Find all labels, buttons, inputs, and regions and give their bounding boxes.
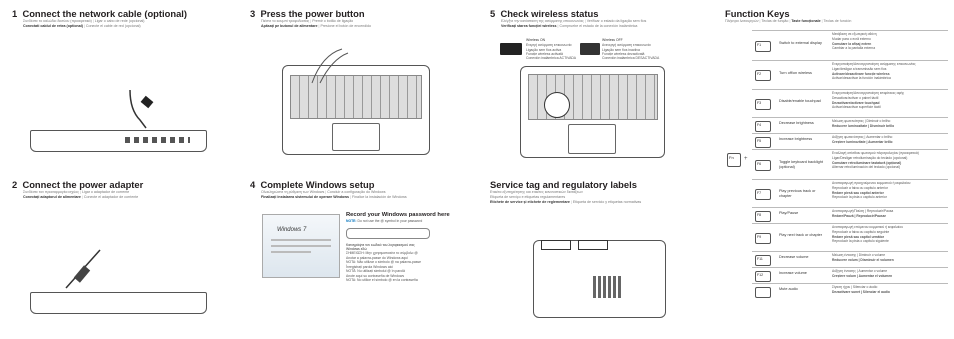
- function-key-row: [752, 283, 948, 300]
- password-block: [346, 212, 476, 282]
- password-ro-1: Înregistrați parola Windows aici: [346, 265, 393, 269]
- function-key-description: Decrease brightness: [779, 121, 814, 125]
- function-key-translations: Μείωση έντασης | Diminuir o volume Reducere volum | Disminuir el volumen: [832, 253, 894, 262]
- step-6-heading: Service tag and regulatory labels: [490, 179, 637, 190]
- wireless-on-pt: Ligação sem fios activa: [526, 48, 562, 52]
- function-key-cap: F9: [755, 233, 771, 244]
- function-key-translations: Μετάβαση σε εξωτερική οθόνη Mudar para o ecrã externo Comutare la afișaj extern Cambiar a la pantalla externa: [832, 32, 877, 51]
- password-gr-1: Καταγράψτε τον κωδικό του λογαριασμού σας: [346, 243, 415, 247]
- step-4: [250, 179, 407, 200]
- function-key-translations: Αύξηση έντασης | Aumentar o volume Creștere volum | Aumentar el volumen: [832, 269, 893, 278]
- function-keys-section: [725, 8, 851, 24]
- function-key-cap: F11: [755, 255, 771, 266]
- step-3-subtitle-1: Πιέστε το κουμπί τροφοδοσίας | Premir o botão de ligação: [261, 19, 354, 23]
- function-key-row: [752, 89, 948, 118]
- wireless-off-indicator: [580, 38, 660, 62]
- function-key-translations: Ενεργοποίηση/Απενεργοποίηση ασύρματης επικοινωνίας Ligar/desligar a transmissão sem fios Activare/dezactivare funcție wireless Activar/desactivar la función inalámbrica: [832, 62, 916, 81]
- power-plug-icon: [58, 248, 108, 298]
- laptop-side-illustration-1: [30, 130, 205, 152]
- step-5-heading: 5 Check wireless status: [490, 8, 599, 19]
- function-key-cap: F1: [755, 41, 771, 52]
- wireless-on-key: [500, 43, 522, 55]
- step-3: [250, 8, 371, 29]
- function-key-row: [752, 117, 948, 134]
- wireless-off-ro: Funcție wireless dezactivată: [602, 52, 645, 56]
- function-key-description: Turn off/on wireless: [779, 70, 812, 75]
- function-key-cap: F3: [755, 99, 771, 110]
- function-key-cap: F5: [755, 137, 771, 148]
- function-key-translations: Σίγαση ήχου | Silenciar o áudio Dezactivare sunet | Silenciar el audio: [832, 285, 890, 294]
- step-5-subtitle-2: Verificați starea funcției wireless | Compruebe el estado de la conexión inalámbrica: [501, 24, 638, 28]
- function-key-row: [752, 251, 948, 268]
- wireless-off-label: Wireless OFF: [602, 38, 623, 42]
- function-key-translations: Εναλλαγή οπίσθιου φωτισμού πληκτρολογίου (προαιρετικά) Ligar/Desligar retroiluminação do teclado (opcional) Comutare retroiluminare tastatură (opțional) Alternar retroiluminación del teclado (opcional): [832, 151, 919, 170]
- wireless-off-pt: Ligação sem fios inactiva: [602, 48, 640, 52]
- function-key-row: [752, 267, 948, 284]
- function-key-description: Switch to external display: [779, 41, 822, 45]
- function-key-cap: F2: [755, 70, 771, 81]
- function-key-row: [752, 223, 948, 252]
- function-key-cap: F6: [755, 160, 771, 171]
- function-key-cap: F7: [755, 189, 771, 200]
- password-pt-note: NOTA: Não utilizar o símbolo @ na palavra-passe: [346, 260, 421, 264]
- laptop-bottom-illustration: [533, 240, 666, 318]
- password-es-1: Anote aquí su contraseña de Windows: [346, 274, 405, 278]
- password-field[interactable]: [346, 228, 430, 239]
- function-key-description: Decrease volume: [779, 255, 809, 259]
- step-1-subtitle-2: Conectati cablul de retea (optional) | Conecte el cable de red (opcional): [23, 24, 141, 28]
- wireless-off-es: Conexión inalámbrica DESACTIVADA: [602, 56, 660, 60]
- function-key-description: Toggle keyboard backlight (optional): [779, 160, 823, 169]
- function-key-description: Play/Pause: [779, 211, 799, 215]
- step-4-subtitle-1: Ολοκληρώστε τη ρύθμιση των Windows | Concluir a configuração do Windows: [261, 190, 386, 194]
- function-key-translations: Αναπαραγωγή/Παύση | Reproduzir/Pausa Redare/Pauză | Reproducir/Pausar: [832, 209, 894, 218]
- step-2-subtitle-1: Συνδέστε τον προσαρμογέα ισχύος | Ligar o adaptador de corrente: [23, 190, 130, 194]
- wireless-on-es: Conexión inalámbrica ACTIVADA: [526, 56, 577, 60]
- windows-logo: Windows 7: [277, 227, 307, 233]
- step-3-subtitle-2: Apăsați pe butonul de alimentare | Presione el botón de encendido: [261, 24, 372, 28]
- power-adapter-illustration: [58, 248, 108, 303]
- step-6: [490, 179, 641, 205]
- laptop-keyboard-illustration: [520, 66, 665, 158]
- function-keys-subtitle: Πλήκτρα λειτουργιών | Teclas de função | Taste funcționale | Teclas de función: [725, 19, 852, 23]
- windows-setup-screen: [262, 214, 340, 278]
- wireless-key-zoom: [544, 92, 570, 118]
- function-key-translations: Ενεργοποίηση/Απενεργοποίηση επιφάνειας αφής Desactivar/activar o painel táctil Dezactivare/activare touchpad Activar/desactivar superficie táctil: [832, 91, 905, 110]
- password-ro-note: NOTĂ: Nu utilizați simbolul @ în parolă: [346, 269, 405, 273]
- step-2-heading: 2 Connect the power adapter: [12, 179, 144, 190]
- function-key-description: Increase volume: [779, 271, 807, 275]
- function-key-cap: F8: [755, 211, 771, 222]
- function-key-description: Increase brightness: [779, 137, 813, 141]
- function-key-translations: Μείωση φωτεινότητας | Diminuir o brilho Reducere luminozitate | Disminuir brillo: [832, 119, 895, 128]
- function-keys-table: [752, 30, 948, 330]
- step-1-subtitle-1: Συνδέστε το καλώδιο δικτύου (προαιρετικά) | Ligar o cabo de rede (opcional): [23, 19, 145, 23]
- function-key-row: [752, 149, 948, 180]
- wireless-on-gr: Ενεργή ασύρματη επικοινωνία: [526, 43, 572, 47]
- service-tag-label: [541, 240, 571, 250]
- function-key-description: Play next track or chapter: [779, 233, 823, 237]
- laptop-side-illustration-2: [30, 292, 205, 314]
- step-6-subtitle-3: Etichete de service și etichete de reglementare | Etiqueta de servicio y etiquetas normativas: [490, 200, 642, 204]
- step-3-heading: 3 Press the power button: [250, 8, 365, 19]
- function-key-description: Disable/enable touchpad: [779, 99, 821, 103]
- step-6-subtitle-1: Ετικέτα εξυπηρέτησης και ετικέτες κανονιστικών διατάξεων: [490, 190, 583, 194]
- function-key-cap: [755, 287, 771, 298]
- laptop-top-illustration: [282, 45, 430, 155]
- function-key-description: Play previous track or chapter: [779, 189, 816, 198]
- step-5-subtitle-1: Ελέγξτε την κατάσταση της ασύρματης επικοινωνίας | Verificar o estado da ligação sem fios: [501, 19, 647, 23]
- wireless-on-label: Wireless ON: [526, 38, 546, 42]
- function-key-cap: F12: [755, 271, 771, 282]
- function-key-row: [752, 207, 948, 224]
- step-1: [12, 8, 187, 29]
- function-key-row: [752, 133, 948, 150]
- password-es-note: NOTA: No utilice el símbolo @ en la contraseña: [346, 278, 418, 282]
- fn-key: Fn: [727, 153, 741, 167]
- network-cable-illustration: [128, 90, 162, 140]
- password-gr-note: ΣΗΜΕΙΩΣΗ: Μην χρησιμοποιείτε το σύμβολο @: [346, 251, 418, 255]
- step-6-subtitle-2: Etiqueta de serviço e etiquetas regulamentares: [490, 195, 566, 199]
- hand-icon: [302, 45, 352, 85]
- step-1-heading: 1 Connect the network cable (optional): [12, 8, 188, 19]
- wireless-on-ro: Funcție wireless activată: [526, 52, 563, 56]
- function-key-translations: Αύξηση φωτεινότητας | Aumentar o brilho Creștere luminozitate | Aumentar brillo: [832, 135, 893, 144]
- step-4-subtitle-2: Finalizați instalarea sistemului de operare Windows | Finalice la instalación de Windows: [261, 195, 407, 199]
- function-key-description: Mute audio: [779, 287, 798, 291]
- step-5: [490, 8, 646, 29]
- function-key-row: [752, 30, 948, 61]
- network-cable-icon: [128, 90, 162, 135]
- wireless-off-key: [580, 43, 600, 55]
- step-2-subtitle-2: Conectați adaptorul de alimentare | Conecte el adaptador de corriente: [23, 195, 139, 199]
- function-key-row: [752, 179, 948, 208]
- password-note: NOTE: Do not use the @ symbol in your password: [346, 219, 423, 223]
- plus-sign: +: [744, 156, 748, 162]
- password-pt-1: Anotar a palavra-passe do Windows aqui: [346, 256, 408, 260]
- step-2: [12, 179, 143, 200]
- function-key-row: [752, 60, 948, 90]
- password-title: Record your Windows password here: [346, 212, 450, 218]
- function-keys-heading: Function Keys: [725, 8, 790, 19]
- step-4-heading: 4 Complete Windows setup: [250, 179, 375, 190]
- function-key-translations: Αναπαραγωγή προηγούμενου κομματιού ή κεφαλαίου Reproduzir a faixa ou capítulo anterior Redare piesă sau capitol anterior Reproducir la pista o capítulo anterior: [832, 181, 911, 200]
- function-key-translations: Αναπαραγωγή επόμενου κομματιού ή κεφαλαίου Reproduzir a faixa ou capítulo seguinte Redare piesă sau capitol următor Reproducir la pista o capítulo siguiente: [832, 225, 903, 244]
- function-key-cap: F4: [755, 121, 771, 132]
- regulatory-label: [578, 240, 608, 250]
- wireless-off-gr: Ανενεργή ασύρματη επικοινωνία: [602, 43, 651, 47]
- wireless-on-indicator: [500, 38, 577, 62]
- password-gr-2: Windows εδώ: [346, 247, 367, 251]
